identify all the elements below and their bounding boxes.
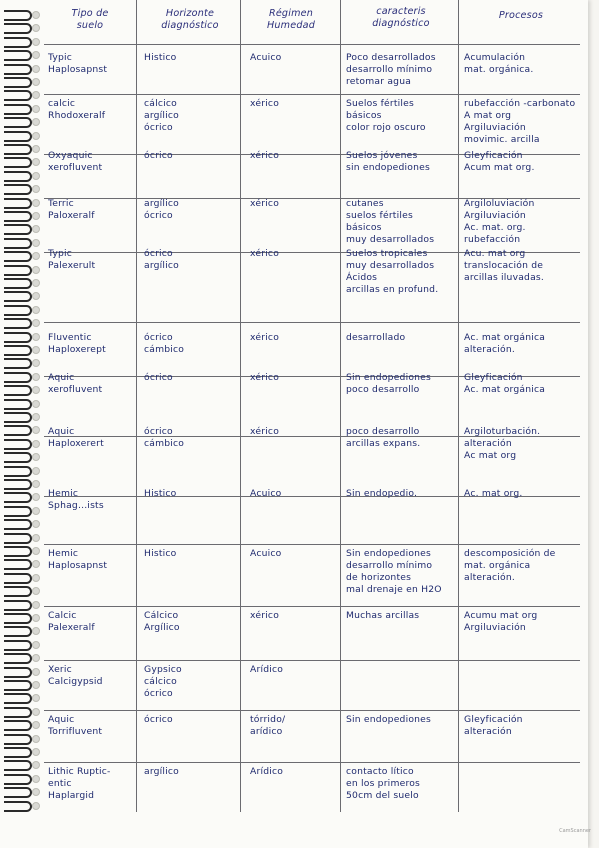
cell-procesos: Argiloluviación Argiluviación Ac. mat. org. rubefacción [464,198,535,245]
cell-procesos: Gleyficación alteración [464,714,523,737]
cell-tipo: Hemic Sphag...ists [48,488,104,511]
cell-regimen: xérico [250,150,280,161]
spiral-ring [4,573,40,582]
cell-horizonte: cálcico argílico ócrico [144,98,180,133]
cell-caract: desarrollado [346,332,406,343]
spiral-ring [4,533,40,542]
spiral-ring [4,667,40,676]
spiral-ring [4,707,40,716]
scanner-watermark: CamScanner [559,828,591,834]
cell-regimen: xérico [250,372,280,383]
cell-horizonte: ócrico [144,150,173,161]
spiral-ring [4,734,40,743]
spiral-ring [4,131,40,140]
cell-regimen: tórrido/ arídico [250,714,286,737]
cell-procesos: descomposición de mat. orgánica alteración. [464,548,556,583]
spiral-ring [4,23,40,32]
spiral-ring [4,653,40,662]
cell-tipo: Lithic Ruptic- entic Haplargid [48,766,111,801]
cell-regimen: xérico [250,248,280,259]
spiral-ring [4,10,40,19]
spiral-ring [4,90,40,99]
row-divider [44,762,580,763]
spiral-ring [4,385,40,394]
cell-regimen: xérico [250,610,280,621]
cell-horizonte: ócrico cámbico [144,426,185,449]
cell-horizonte: ócrico argílico [144,248,180,271]
cell-procesos: Acumulación mat. orgánica. [464,52,534,75]
spiral-ring [4,64,40,73]
header-procesos: Procesos [498,10,544,21]
spiral-ring [4,586,40,595]
row-divider [44,44,580,45]
spiral-ring [4,412,40,421]
cell-regimen: Acuico [250,52,282,63]
spiral-ring [4,224,40,233]
spiral-ring [4,184,40,193]
row-divider [44,660,580,661]
spiral-ring [4,519,40,528]
cell-caract: cutanes suelos fértiles básicos muy desarrollados [346,198,435,245]
spiral-ring [4,291,40,300]
cell-caract: Sin endopediones [346,714,432,725]
cell-horizonte: Histico [144,548,177,559]
spiral-ring [4,600,40,609]
spiral-ring [4,613,40,622]
cell-tipo: calcic Rhodoxeralf [48,98,106,121]
cell-caract: contacto lítico en los primeros 50cm del suelo [346,766,421,801]
row-divider [44,544,580,545]
spiral-ring [4,157,40,166]
spiral-ring [4,265,40,274]
spiral-ring [4,372,40,381]
spiral-ring [4,251,40,260]
spiral-ring [4,104,40,113]
spiral-ring [4,278,40,287]
spiral-ring [4,626,40,635]
cell-procesos: Acu. mat org translocación de arcillas iluvadas. [464,248,545,283]
cell-tipo: Hemic Haplosapnst [48,548,108,571]
spiral-ring [4,318,40,327]
cell-procesos: Gleyficación Acum mat org. [464,150,535,173]
spiral-ring [4,640,40,649]
cell-regimen: Arídico [250,664,284,675]
cell-caract: Muchas arcillas [346,610,420,621]
spiral-ring [4,211,40,220]
cell-regimen: xérico [250,426,280,437]
cell-horizonte: ócrico cámbico [144,332,185,355]
spiral-ring [4,693,40,702]
cell-horizonte: ócrico [144,714,173,725]
cell-regimen: Acuico [250,548,282,559]
column-divider [458,0,459,812]
cell-caract: Suelos fértiles básicos color rojo oscuro [346,98,426,133]
cell-horizonte: ócrico [144,372,173,383]
spiral-ring [4,198,40,207]
spiral-ring [4,50,40,59]
spiral-ring [4,760,40,769]
spiral-ring [4,399,40,408]
header-tipo: Tipo de suelo [71,8,109,31]
header-horizonte: Horizonte diagnóstico [161,8,219,31]
cell-horizonte: Histico [144,52,177,63]
spiral-ring [4,801,40,810]
spiral-ring [4,305,40,314]
cell-tipo: Oxyaquic xerofluvent [48,150,103,173]
cell-caract: Poco desarrollados desarrollo mínimo retomar agua [346,52,436,87]
header-regimen: Régimen Humedad [266,8,315,31]
soil-table [44,0,580,820]
spiral-ring [4,37,40,46]
header-caracteristicas: caracteris diagnóstico [372,6,430,29]
cell-caract: Sin endopedio. [346,488,418,499]
spiral-ring [4,439,40,448]
spiral-ring [4,720,40,729]
cell-regimen: Acuico [250,488,282,499]
cell-caract: Suelos jóvenes sin endopediones [346,150,430,173]
spiral-ring [4,680,40,689]
spiral-ring [4,452,40,461]
cell-caract: Suelos tropicales muy desarrollados Ácidos arcillas en profund. [346,248,439,295]
cell-caract: Sin endopediones desarrollo mínimo de horizontes mal drenaje en H2O [346,548,442,595]
cell-tipo: Fluventic Haploxerept [48,332,106,355]
spiral-ring [4,171,40,180]
spiral-ring [4,358,40,367]
spiral-ring [4,77,40,86]
column-divider [136,0,137,812]
spiral-ring [4,787,40,796]
cell-procesos: Ac. mat orgánica alteración. [464,332,546,355]
spiral-ring [4,546,40,555]
cell-procesos: rubefacción -carbonato A mat org Argiluviación movimic. arcilla [464,98,576,145]
row-divider [44,94,580,95]
cell-procesos: Acumu mat org Argiluviación [464,610,538,633]
spiral-ring [4,506,40,515]
cell-regimen: xérico [250,198,280,209]
cell-tipo: Xeric Calcigypsid [48,664,103,687]
cell-tipo: Typic Haplosapnst [48,52,108,75]
spiral-ring [4,479,40,488]
cell-procesos: Gleyficación Ac. mat orgánica [464,372,546,395]
spiral-ring [4,345,40,354]
row-divider [44,710,580,711]
cell-tipo: Aquic Torrifluvent [48,714,103,737]
spiral-ring [4,144,40,153]
spiral-ring [4,492,40,501]
spiral-ring [4,117,40,126]
column-divider [240,0,241,812]
spiral-binding [0,0,44,848]
cell-tipo: Calcic Palexeralf [48,610,95,633]
row-divider [44,606,580,607]
cell-procesos: Ac. mat org. [464,488,523,499]
cell-horizonte: Cálcico Argílico [144,610,180,633]
cell-procesos: Argiloturbación. alteración Ac mat org [464,426,541,461]
spiral-ring [4,425,40,434]
spiral-ring [4,747,40,756]
cell-regimen: xérico [250,98,280,109]
cell-tipo: Aquic xerofluvent [48,372,103,395]
spiral-ring [4,774,40,783]
cell-horizonte: Gypsico cálcico ócrico [144,664,182,699]
spiral-ring [4,559,40,568]
cell-regimen: xérico [250,332,280,343]
cell-tipo: Terric Paloxeralf [48,198,95,221]
cell-horizonte: argílico ócrico [144,198,180,221]
spiral-ring [4,466,40,475]
column-divider [340,0,341,812]
cell-caract: Sin endopediones poco desarrollo [346,372,432,395]
cell-horizonte: argílico [144,766,180,777]
spiral-ring [4,332,40,341]
cell-tipo: Aquic Haploxerert [48,426,104,449]
cell-regimen: Arídico [250,766,284,777]
cell-horizonte: Histico [144,488,177,499]
row-divider [44,322,580,323]
cell-caract: poco desarrollo arcillas expans. [346,426,421,449]
spiral-ring [4,238,40,247]
cell-tipo: Typic Palexerult [48,248,96,271]
